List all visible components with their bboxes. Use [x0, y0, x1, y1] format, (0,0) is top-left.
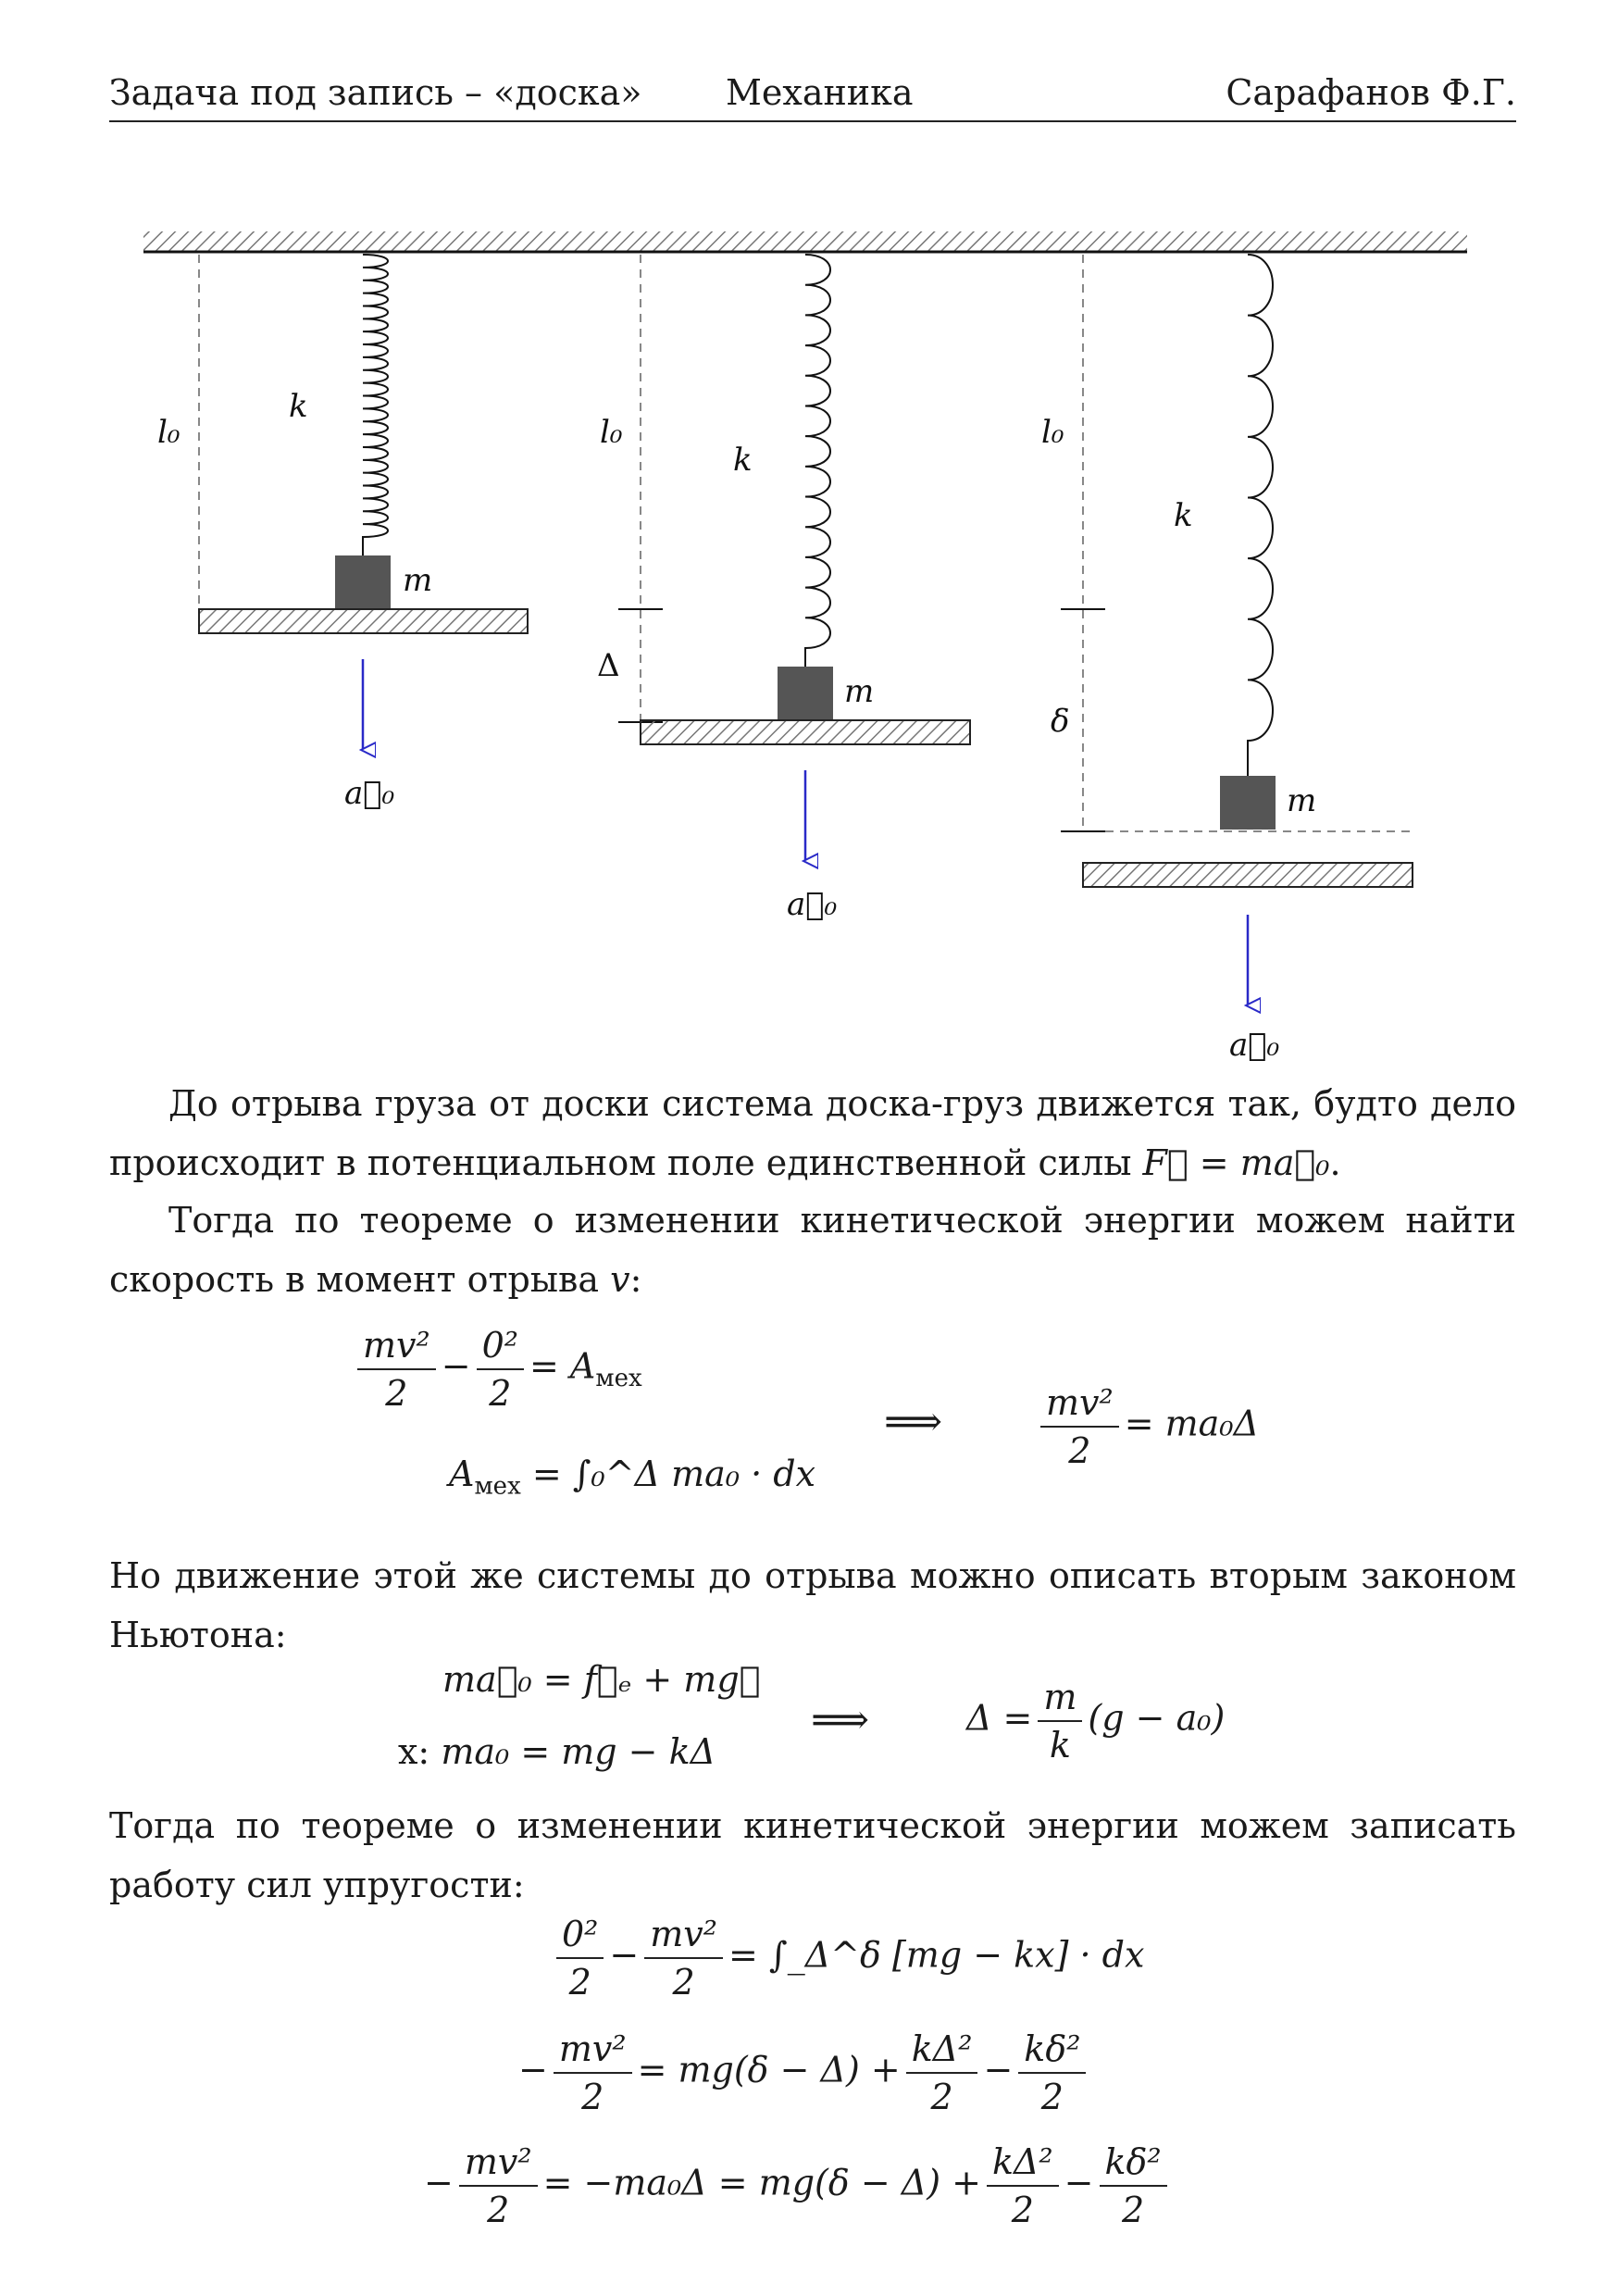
delta-label-2: Δ	[597, 647, 620, 684]
ceiling-hatch	[143, 231, 1467, 252]
length-label-1: l₀	[157, 414, 180, 451]
mass-label-3: m	[1287, 782, 1317, 819]
equation-7: $\frac{\text{0²}}{2}$ − $\frac{\text{mv²}}{2}$ = ∫_Δ^δ [mg − kx] · dx	[551, 1911, 1144, 2005]
paragraph-2-end: :	[629, 1259, 642, 1300]
length-label-3: l₀	[1041, 414, 1064, 451]
mass-label-1: m	[403, 562, 433, 599]
equation-3: $\frac{\text{mv²}}{2}$ = ma₀Δ	[1035, 1379, 1259, 1474]
header-left: Задача под запись – «доска»	[109, 72, 642, 113]
accel-label-2: a⃗₀	[787, 886, 838, 923]
mass-block-2	[778, 667, 833, 720]
equation-8: − $\frac{\text{mv²}}{2}$ = mg(δ − Δ) + $\frac{\text{kΔ²}}{2}$ − $\frac{\text{kδ²}}{2}$	[518, 2026, 1091, 2120]
board-3	[1083, 863, 1413, 887]
accel-label-3: a⃗₀	[1229, 1027, 1280, 1064]
force-formula: F⃗ = ma⃗₀	[1142, 1142, 1330, 1183]
spring-label-1: k	[289, 388, 308, 425]
paragraph-1	[109, 1074, 1516, 1192]
paragraph-4: Тогда по теореме о изменении кинетической энергии можем записать работу сил упругости:	[109, 1805, 1516, 1905]
spring-3	[1248, 255, 1273, 776]
equation-5: x: ma₀ = mg − kΔ	[398, 1731, 716, 1772]
velocity-var: v	[610, 1259, 630, 1300]
implies-arrow-1: ⟹	[884, 1398, 943, 1445]
paragraph-1-end: .	[1329, 1142, 1341, 1183]
header-center: Механика	[726, 72, 914, 113]
spring-2	[805, 255, 830, 667]
mass-block-3	[1220, 776, 1276, 830]
panel-1	[157, 255, 528, 812]
mass-label-2: m	[844, 673, 875, 710]
length-label-2: l₀	[600, 414, 623, 451]
spring-label-3: k	[1174, 497, 1193, 534]
equation-6: Δ = $\frac{m}{k}$ (g − a₀)	[966, 1674, 1225, 1768]
panel-2	[597, 255, 970, 923]
panel-3	[1041, 255, 1414, 1064]
equation-4: ma⃗₀ = f⃗ₑ + mg⃗	[442, 1659, 761, 1700]
implies-arrow-2: ⟹	[811, 1696, 870, 1743]
board-1	[199, 609, 528, 633]
board-2	[641, 720, 970, 744]
small-delta-label-3: δ	[1051, 703, 1070, 740]
paragraph-2	[109, 1191, 1516, 1309]
paragraph-1-text: До отрыва груза от доски система доска-груз движется так, будто дело происходит в потенциальном поле единственной силы	[109, 1083, 1516, 1183]
equation-9: − $\frac{\text{mv²}}{2}$ = −ma₀Δ = mg(δ − Δ) + $\frac{\text{kΔ²}}{2}$ − $\frac{\text{kδ²}}{2}$	[424, 2139, 1173, 2233]
spring-figure	[0, 0, 1618, 1092]
equation-1: $\frac{\text{mv²}}{2}$ − $\frac{\text{0²}}{2}$ = $A_{мех}$	[352, 1322, 642, 1416]
header-right: Сарафанов Ф.Г.	[1226, 72, 1516, 113]
equation-2: $A_{мех}$ = ∫₀^Δ ma₀ · dx	[449, 1454, 816, 1501]
spring-label-2: k	[733, 442, 753, 479]
paragraph-2-text: Тогда по теореме о изменении кинетической энергии можем найти скорость в момент отрыва	[109, 1200, 1516, 1300]
accel-label-1: a⃗₀	[344, 775, 395, 812]
spring-1	[363, 255, 388, 555]
mass-block-1	[335, 555, 391, 609]
paragraph-3: Но движение этой же системы до отрыва можно описать вторым законом Ньютона:	[109, 1555, 1516, 1655]
